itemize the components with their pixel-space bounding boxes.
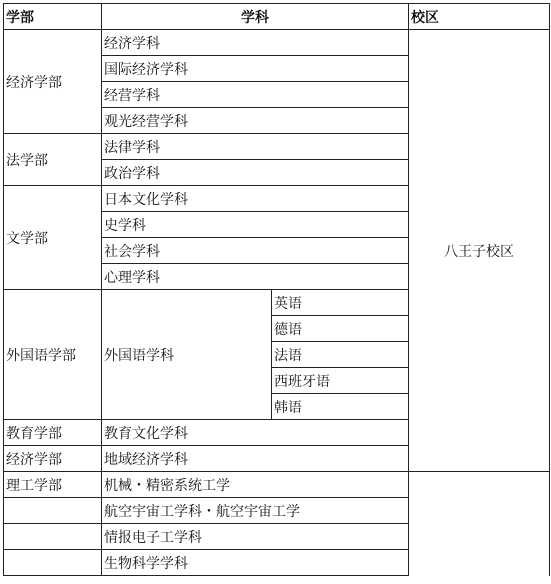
faculty-cell-law: 法学部 — [4, 134, 102, 186]
table-row — [4, 524, 550, 550]
subject-cell: 外国语学科 — [102, 290, 272, 420]
subject-cell: 法律学科 — [102, 134, 409, 160]
subject-cell: 国际经济学科 — [102, 56, 409, 82]
faculty-cell-empty — [4, 498, 102, 524]
faculty-table — [3, 3, 550, 576]
subject-cell: 经营学科 — [102, 82, 409, 108]
header-subject: 学科 — [102, 4, 409, 30]
subject-cell: 日本文化学科 — [102, 186, 409, 212]
subject-cell: 机械・精密系统工学 — [102, 472, 409, 498]
table-row — [4, 498, 550, 524]
faculty-cell-engineering: 理工学部 — [4, 472, 102, 498]
subject-cell: 生物科学学科 — [102, 550, 409, 576]
subject-cell: 心理学科 — [102, 264, 409, 290]
faculty-cell-empty — [4, 550, 102, 576]
faculty-cell-foreign: 外国语学部 — [4, 290, 102, 420]
subject-cell: 情报电子工学科 — [102, 524, 409, 550]
table-row — [4, 550, 550, 576]
subject-cell: 经济学科 — [102, 30, 409, 56]
language-cell: 韩语 — [272, 394, 409, 420]
faculty-cell-education: 教育学部 — [4, 420, 102, 446]
subject-cell: 观光经营学科 — [102, 108, 409, 134]
subject-cell: 地域经济学科 — [102, 446, 409, 472]
subject-cell: 教育文化学科 — [102, 420, 409, 446]
subject-cell: 史学科 — [102, 212, 409, 238]
header-row — [4, 4, 550, 30]
faculty-cell-economics: 经济学部 — [4, 30, 102, 134]
language-cell: 西班牙语 — [272, 368, 409, 394]
campus-cell-hachioji: 八王子校区 — [409, 30, 550, 472]
faculty-cell-letters: 文学部 — [4, 186, 102, 290]
table-row — [4, 30, 550, 56]
language-cell: 德语 — [272, 316, 409, 342]
subject-cell: 社会学科 — [102, 238, 409, 264]
language-cell: 英语 — [272, 290, 409, 316]
header-faculty: 学部 — [4, 4, 102, 30]
faculty-cell-empty — [4, 524, 102, 550]
subject-cell: 政治学科 — [102, 160, 409, 186]
subject-cell: 航空宇宙工学科・航空宇宙工学 — [102, 498, 409, 524]
table-row — [4, 472, 550, 498]
faculty-cell-economics2: 经济学部 — [4, 446, 102, 472]
header-campus: 校区 — [409, 4, 550, 30]
language-cell: 法语 — [272, 342, 409, 368]
